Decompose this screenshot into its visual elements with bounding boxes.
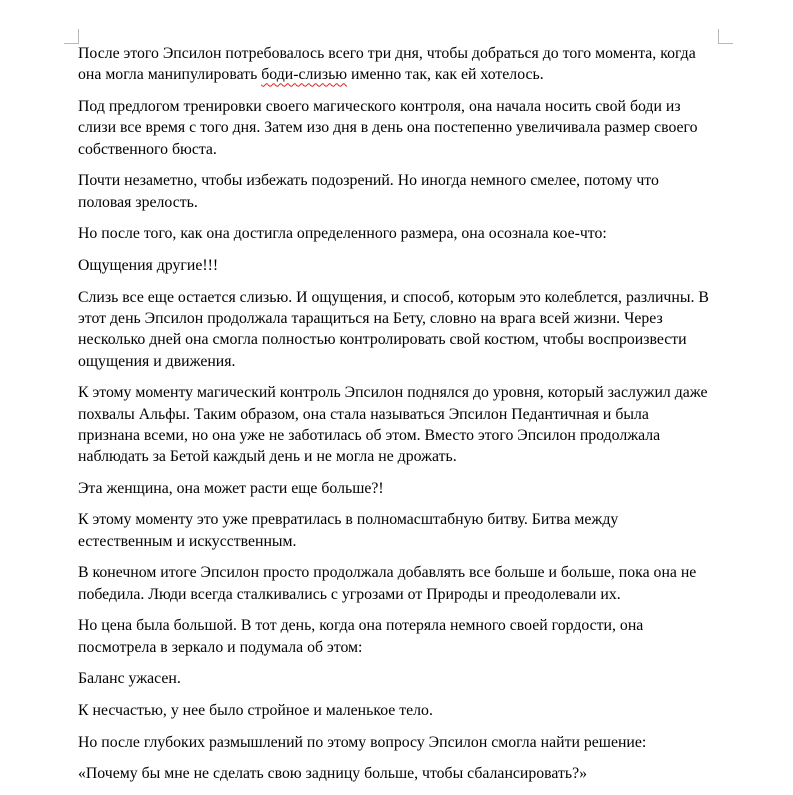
text-line: наблюдать за Бетой каждый день и не могла не дрожать. [78,448,457,466]
text-line: Под предлогом тренировки своего магического контроля, она начала носить свой боди из [78,97,681,115]
text-line: собственного бюста. [78,140,217,158]
text-line: Но цена была большой. В тот день, когда она потеряла немного своей гордости, она [78,617,644,635]
paragraph[interactable] [78,382,720,467]
paragraph[interactable] [78,43,720,86]
text-line: победила. Люди всегда сталкивались с угрозами от Природы и преодолевали их. [78,585,621,603]
text-line: «Почему бы мне не сделать свою задницу больше, чтобы сбалансировать?» [78,765,588,783]
text-line: Но после глубоких размышлений по этому вопросу Эпсилон смогла найти решение: [78,733,647,751]
document-body[interactable] [78,43,720,795]
paragraph[interactable] [78,509,720,552]
text-line: естественным и искусственным. [78,532,297,550]
text-line: Эта женщина, она может расти еще больше?! [78,479,384,497]
text-line: несколько дней она смогла полностью контролировать свой костюм, чтобы воспроизвести [78,331,687,349]
text-boundary-corner-top-left [64,29,79,44]
paragraph[interactable] [78,223,720,244]
paragraph[interactable] [78,763,720,784]
text-line: она могла манипулировать [78,66,262,84]
text-line: похвалы Альфы. Таким образом, она стала называться Эпсилон Педантичная и была [78,405,649,423]
paragraph[interactable] [78,562,720,605]
text-line: Баланс ужасен. [78,670,181,688]
paragraph[interactable] [78,255,720,276]
paragraph[interactable] [78,287,720,372]
text-line: К этому моменту это уже превратилась в полномасштабную битву. Битва между [78,511,619,529]
paragraph[interactable] [78,96,720,160]
paragraph[interactable] [78,478,720,499]
text-line: Ощущения другие!!! [78,256,219,274]
paragraph[interactable] [78,170,720,213]
text-line: В конечном итоге Эпсилон просто продолжала добавлять все больше и больше, пока она не [78,564,697,582]
text-line: этот день Эпсилон продолжала таращиться на Бету, словно на врага всей жизни. Через [78,309,663,327]
text-line: После этого Эпсилон потребовалось всего три дня, чтобы добраться до того момента, когда [78,45,696,62]
paragraph[interactable] [78,700,720,721]
text-line: слизи все время с того дня. Затем изо дня в день она постепенно увеличивала размер своего [78,119,698,137]
text-line: признана всеми, но она уже не заботилась об этом. Вместо этого Эпсилон продолжала [78,426,661,444]
text-line: ощущения и движения. [78,352,236,370]
misspelled-word[interactable]: боди-слизью [261,66,348,84]
text-line: Но после того, как она достигла определенного размера, она осознала кое-что: [78,225,607,243]
text-line: Почти незаметно, чтобы избежать подозрений. Но иногда немного смелее, потому что [78,172,659,190]
text-line: К этому моменту магический контроль Эпсилон поднялся до уровня, который заслужил даже [78,384,708,402]
text-line: именно так, как ей хотелось. [347,66,544,84]
text-line: половая зрелость. [78,193,198,211]
text-line: К несчастью, у нее было стройное и маленькое тело. [78,702,433,720]
paragraph[interactable] [78,732,720,753]
text-boundary-corner-top-right [718,29,733,44]
paragraph[interactable] [78,615,720,658]
paragraph[interactable] [78,668,720,689]
text-line: посмотрела в зеркало и подумала об этом: [78,638,363,656]
text-line: Слизь все еще остается слизью. И ощущения, и способ, которым это колеблется, различны. В [78,288,709,306]
